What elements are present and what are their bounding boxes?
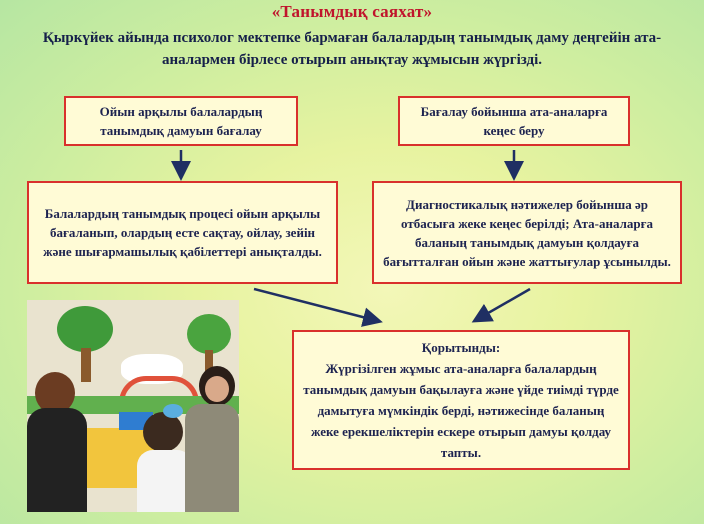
child-bow: [163, 404, 183, 418]
conclusion-box: [292, 330, 630, 470]
conclusion-heading: Қорытынды:: [421, 340, 501, 355]
tree-trunk-left: [81, 348, 91, 382]
tree-decoration-left: [57, 306, 113, 352]
step-assessment-box: [64, 96, 298, 146]
tree-decoration-right: [187, 314, 231, 354]
intro-text: Қыркүйек айында психолог мектепке бармаған балалардың танымдық даму деңгейін ата-аналармен бірлесе отырып анықтау жұмысын жүргізді.: [42, 30, 662, 68]
child-head: [143, 412, 183, 452]
assessment-result-text: Балалардың танымдық процесі ойын арқылы бағаланып, олардың есте сақтау, ойлау, зейін және шығармашылық қабілеттері анықталды.: [43, 206, 322, 259]
consultation-result-box: [372, 181, 682, 284]
parent-face: [205, 376, 229, 402]
step-assessment-text: Ойын арқылы балалардың танымдық дамуын бағалау: [99, 104, 263, 138]
teacher-body: [27, 408, 87, 512]
page-title: «Танымдық саяхат»: [271, 2, 433, 21]
assessment-result-box: [27, 181, 338, 284]
arrow-left-to-conclusion: [254, 289, 378, 321]
parent-body: [185, 404, 239, 512]
step-consultation-text: Бағалау бойынша ата-аналарға кеңес беру: [420, 104, 608, 138]
consultation-result-text: Диагностикалық нәтижелер бойынша әр отбасыға жеке кеңес берілді; Ата-аналарға баланың танымдық дамуын қолдауға бағытталған ойын және жаттығулар ұсынылды.: [383, 196, 671, 269]
conclusion-text: Жүргізілген жұмыс ата-аналарға балалардың танымдық дамуын бақылауға және үйде тиімді түрде дамытуға мүмкіндік берді, нәтижесінде баланың жеке ерекшеліктерін ескере отырып дамуы қолдау тапты.: [303, 361, 619, 460]
classroom-photo: [27, 300, 239, 512]
step-consultation-box: [398, 96, 630, 146]
arrow-right-to-conclusion: [476, 289, 530, 320]
